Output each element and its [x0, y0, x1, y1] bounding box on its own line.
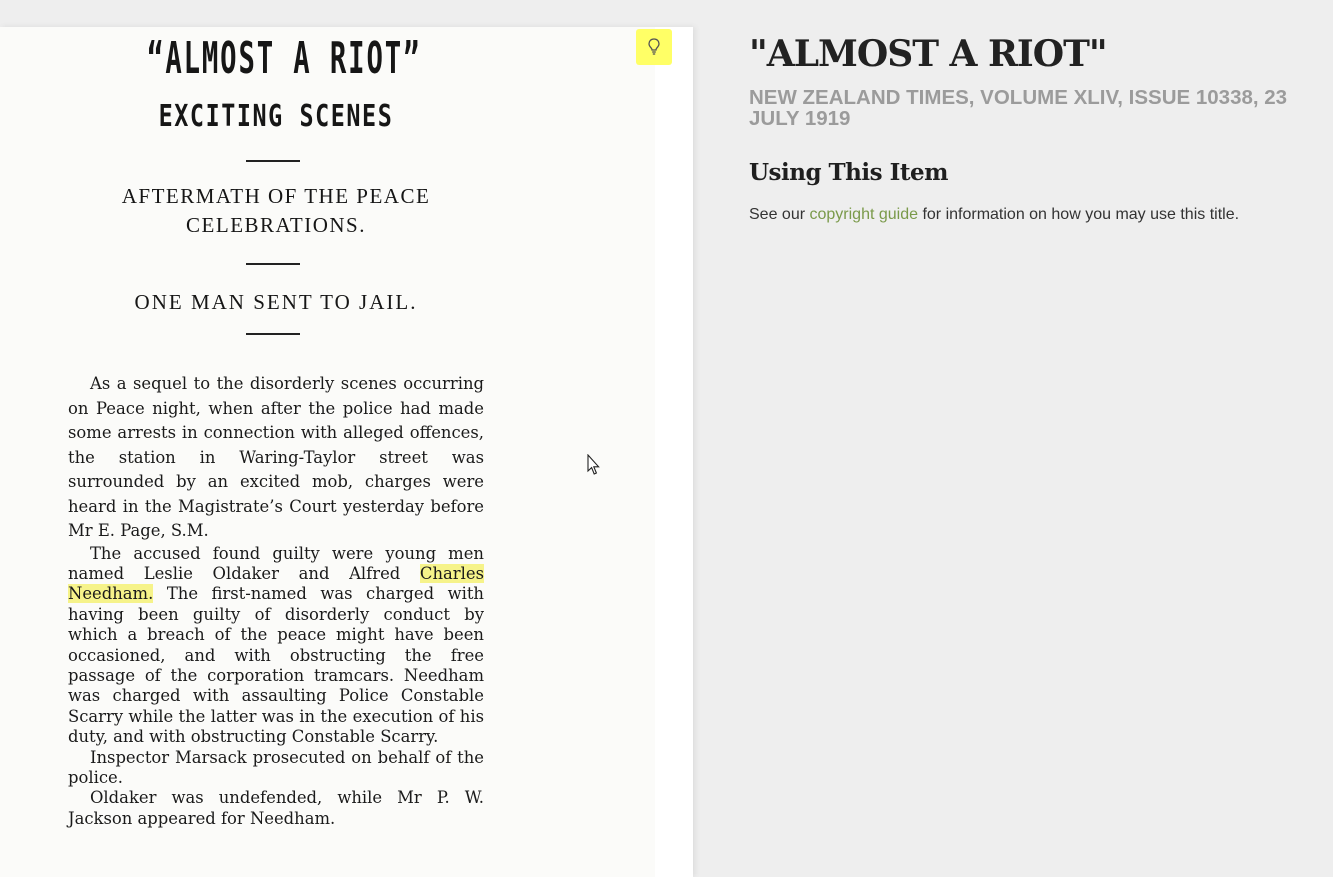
using-item-heading: Using This Item — [749, 159, 948, 186]
divider — [246, 333, 300, 335]
article-paragraph — [68, 544, 484, 748]
article-text: The accused found guilty were young men named Leslie Oldaker and Alfred — [68, 543, 484, 583]
article-paragraph: Oldaker was undefended, while Mr P. W. Jackson appeared for Needham. — [68, 788, 484, 828]
hint-button[interactable] — [636, 29, 672, 65]
scan-deck-aftermath: AFTERMATH OF THE PEACE CELEBRATIONS. — [121, 184, 431, 237]
lightbulb-icon — [648, 38, 660, 56]
mouse-cursor-icon — [587, 454, 601, 476]
scan-deck-jail: ONE MAN SENT TO JAIL. — [134, 290, 418, 314]
divider — [246, 160, 300, 162]
newspaper-scan — [0, 27, 655, 877]
scan-subheadline: EXCITING SCENES — [158, 99, 394, 134]
scan-article-body — [68, 372, 484, 829]
scan-viewer[interactable] — [0, 27, 693, 877]
usage-prefix: See our — [749, 206, 810, 223]
usage-suffix: for information on how you may use this title. — [918, 206, 1240, 223]
divider — [246, 263, 300, 265]
copyright-guide-link[interactable]: copyright guide — [809, 206, 918, 223]
publication-source: NEW ZEALAND TIMES, VOLUME XLIV, ISSUE 10338, 23 JULY 1919 — [749, 86, 1288, 130]
item-info-panel — [749, 32, 1329, 224]
article-paragraph: As a sequel to the disorderly scenes occurring on Peace night, when after the police had made some arrests in connection with alleged offences, the station in Waring-Taylor street was surrounded by an excited mob, charges were heard in the Magistrate’s Court yesterday before Mr E. Page, S.M. — [68, 374, 484, 540]
search-highlight: Charles Needham. — [68, 563, 484, 604]
article-text: The first-named was charged with having been guilty of disorderly conduct by which a breach of the peace might have been occasioned, and with obstructing the free passage of the corporation tramcars. Needham was charged with assaulting Police Constable Scarry while the latter was in the execution of his duty, and with obstructing Constable Scarry. — [68, 584, 484, 747]
usage-text — [749, 206, 1329, 224]
article-paragraph: Inspector Marsack prosecuted on behalf of the police. — [68, 747, 484, 787]
scan-headline: “ALMOST A RIOT” — [147, 33, 422, 84]
page-title: "ALMOST A RIOT" — [749, 33, 1107, 75]
